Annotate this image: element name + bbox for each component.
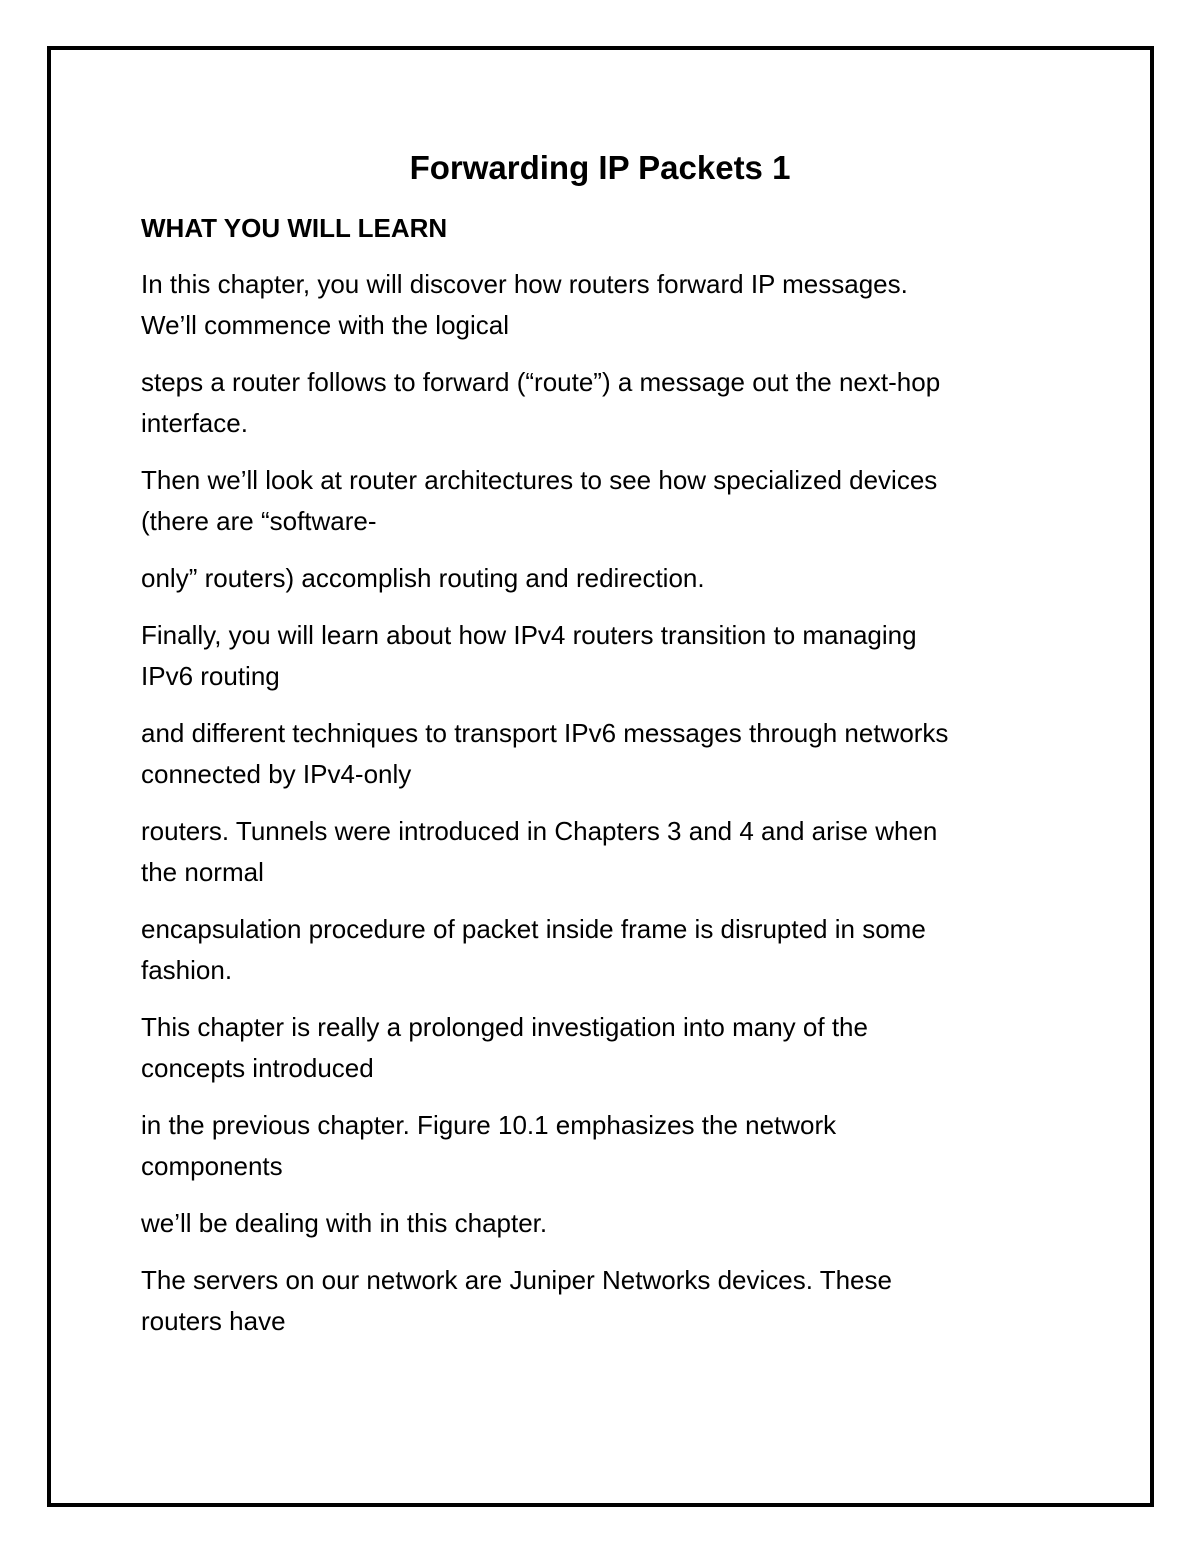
text-line: components bbox=[141, 1151, 283, 1181]
text-line: connected by IPv4-only bbox=[141, 759, 412, 789]
paragraph bbox=[141, 1260, 1071, 1342]
text-line: (there are “software- bbox=[141, 506, 377, 536]
paragraph bbox=[141, 362, 1071, 444]
paragraph bbox=[141, 558, 1071, 599]
text-line: Then we’ll look at router architectures to see how specialized devices bbox=[141, 465, 938, 495]
paragraph bbox=[141, 1203, 1071, 1244]
text-line: the normal bbox=[141, 857, 264, 887]
document-body bbox=[141, 208, 1071, 1358]
text-line: IPv6 routing bbox=[141, 661, 280, 691]
section-heading: WHAT YOU WILL LEARN bbox=[141, 213, 448, 243]
paragraph bbox=[141, 1007, 1071, 1089]
text-line: In this chapter, you will discover how routers forward IP messages. bbox=[141, 269, 908, 299]
text-line: routers. Tunnels were introduced in Chapters 3 and 4 and arise when bbox=[141, 816, 938, 846]
text-line: and different techniques to transport IPv6 messages through networks bbox=[141, 718, 949, 748]
paragraph bbox=[141, 1105, 1071, 1187]
text-line: interface. bbox=[141, 408, 248, 438]
text-line: concepts introduced bbox=[141, 1053, 374, 1083]
text-line: fashion. bbox=[141, 955, 233, 985]
text-line: This chapter is really a prolonged investigation into many of the bbox=[141, 1012, 868, 1042]
page-title: Forwarding IP Packets 1 bbox=[409, 149, 791, 186]
text-line: encapsulation procedure of packet inside frame is disrupted in some bbox=[141, 914, 926, 944]
text-line: steps a router follows to forward (“route”) a message out the next-hop bbox=[141, 367, 941, 397]
text-line: We’ll commence with the logical bbox=[141, 310, 509, 340]
paragraph bbox=[141, 909, 1071, 991]
text-line: routers have bbox=[141, 1306, 286, 1336]
paragraph bbox=[141, 713, 1071, 795]
paragraph bbox=[141, 811, 1071, 893]
paragraph bbox=[141, 615, 1071, 697]
text-line: only” routers) accomplish routing and redirection. bbox=[141, 563, 705, 593]
paragraph bbox=[141, 460, 1071, 542]
text-line: we’ll be dealing with in this chapter. bbox=[141, 1208, 548, 1238]
text-line: Finally, you will learn about how IPv4 routers transition to managing bbox=[141, 620, 917, 650]
text-line: in the previous chapter. Figure 10.1 emphasizes the network bbox=[141, 1110, 837, 1140]
text-line: The servers on our network are Juniper Networks devices. These bbox=[141, 1265, 892, 1295]
paragraph bbox=[141, 264, 1071, 346]
